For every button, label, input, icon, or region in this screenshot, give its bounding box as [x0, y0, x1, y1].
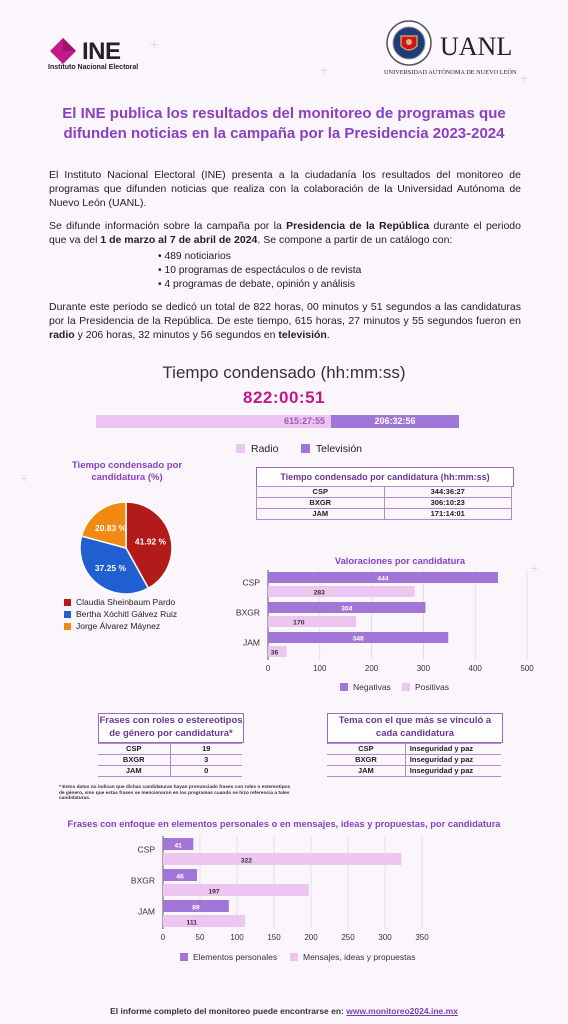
intro-paragraph: El Instituto Nacional Electoral (INE) presenta a la ciudadanía los resultados del monitoreo de programas que difunden noticias que realiza con la colaboración de la Universidad Autónoma de Nuevo León (UANL).	[49, 169, 521, 210]
list-item: • 10 programas de espectáculos o de revista	[158, 264, 361, 278]
report-link[interactable]: www.monitoreo2024.ine.mx	[346, 1006, 458, 1016]
table-row	[257, 487, 512, 498]
tv-legend-swatch	[301, 444, 310, 453]
bar-value-label: 444	[377, 575, 389, 583]
bar-value-label: 41	[174, 842, 182, 850]
x-tick-label: 150	[267, 933, 281, 942]
table-row	[327, 766, 501, 777]
pie-data-label: 41.92 %	[134, 536, 167, 547]
decorative-plus: +	[150, 36, 159, 52]
legend-swatch	[402, 683, 410, 691]
x-tick-label: 250	[341, 933, 355, 942]
bar-value-label: 36	[270, 649, 279, 657]
jam-swatch	[64, 623, 71, 630]
tv-legend-label: Televisión	[315, 442, 362, 455]
bar-value-label: 322	[240, 857, 253, 865]
period-text: durante el periodo que va del	[49, 220, 521, 247]
x-tick-label: 0	[160, 933, 166, 942]
footer-text: El informe completo del monitoreo puede encontrarse en:	[110, 1006, 347, 1016]
valuations-chart	[230, 552, 550, 697]
table-cell: 0	[170, 766, 242, 777]
ine-logo-text: INE	[82, 38, 121, 65]
list-item: • 4 programas de debate, opinión y análisis	[158, 278, 361, 292]
pie-legend-item	[64, 620, 177, 632]
period-bold-presidencia: Presidencia de la República	[286, 220, 430, 232]
table-row	[98, 766, 242, 777]
time-paragraph	[49, 300, 521, 343]
bxgr-swatch	[64, 611, 71, 618]
pie-legend-item	[64, 596, 177, 608]
catalog-list	[158, 250, 361, 291]
table-row	[98, 744, 242, 755]
page-title: El INE publica los resultados del monitoreo de programas que difunden noticias en la campaña por la Presidencia 2023-2024	[62, 105, 506, 142]
x-tick-label: 200	[304, 933, 318, 942]
table-cell: JAM	[327, 766, 405, 777]
category-label: CSP	[242, 577, 260, 588]
legend-swatch	[290, 953, 298, 961]
decorative-plus: +	[20, 470, 29, 486]
category-label: CSP	[137, 844, 155, 855]
table-cell: CSP	[98, 744, 170, 755]
bar-value-label: 304	[341, 605, 353, 613]
x-tick-label: 100	[230, 933, 244, 942]
period-text: . Se compone a partir de un catálogo con:	[257, 234, 453, 247]
decorative-plus: +	[530, 560, 539, 576]
gender-table	[98, 743, 242, 777]
bar	[268, 586, 415, 597]
pie-legend-label: Bertha Xóchitl Gálvez Ruiz	[76, 609, 178, 619]
condensed-title: Tiempo condensado (hh:mm:ss)	[162, 363, 406, 382]
gender-table-title: Frases con roles o estereotipos de género por candidatura*	[98, 713, 244, 743]
bar-value-label: 283	[313, 589, 325, 597]
bar-value-label: 197	[208, 888, 220, 896]
pie-legend-item	[64, 608, 177, 620]
pie-title: Tiempo condensado por candidatura (%)	[71, 460, 183, 483]
table-cell: JAM	[98, 766, 170, 777]
category-label: BXGR	[235, 607, 260, 618]
condensed-legend	[236, 440, 362, 458]
pie-chart	[78, 500, 174, 596]
time-bold-radio: radio	[49, 329, 75, 342]
tv-bar: 206:32:56	[331, 415, 459, 428]
uanl-subtitle: UNIVERSIDAD AUTÓNOMA DE NUEVO LEÓN	[384, 69, 517, 76]
table-cell: 3	[170, 755, 242, 766]
list-item: • 489 noticiarios	[158, 250, 361, 264]
table-cell: Inseguridad y paz	[405, 766, 501, 777]
bar-value-label: 46	[176, 873, 184, 881]
radio-legend-swatch	[236, 444, 245, 453]
uanl-logo-text: UANL	[440, 32, 513, 61]
topic-table-title: Tema con el que más se vinculó a cada candidatura	[327, 713, 503, 743]
time-text: .	[326, 329, 330, 342]
time-text: y 206 horas, 32 minutos y 56 segundos en	[74, 329, 279, 342]
table-cell: BXGR	[327, 755, 405, 766]
x-tick-label: 0	[265, 664, 271, 673]
table-cell: Inseguridad y paz	[405, 755, 501, 766]
csp-swatch	[64, 599, 71, 606]
decorative-plus: +	[320, 62, 329, 78]
bar	[268, 616, 356, 627]
x-tick-label: 300	[416, 664, 431, 673]
table-row	[257, 509, 512, 520]
period-bold-dates: 1 de marzo al 7 de abril de 2024	[100, 234, 258, 247]
phrases-chart	[60, 812, 530, 972]
chart-title: Frases con enfoque en elementos personales o en mensajes, ideas y propuestas, por candidatura	[67, 819, 501, 829]
bar-value-label: 348	[352, 635, 364, 643]
table-row	[327, 744, 501, 755]
table-cell: CSP	[327, 744, 405, 755]
table-cell: 19	[170, 744, 242, 755]
table-cell: BXGR	[257, 498, 385, 509]
table-row	[257, 498, 512, 509]
pie-legend-label: Claudia Sheinbaum Pardo	[76, 597, 176, 607]
pie-data-label: 37.25 %	[94, 562, 127, 573]
x-tick-label: 300	[378, 933, 392, 942]
period-text: Se difunde información sobre la campaña por la	[49, 220, 287, 232]
table-row	[98, 755, 242, 766]
legend-swatch	[340, 683, 348, 691]
table-cell: 344:36:27	[384, 487, 512, 498]
decorative-plus: +	[520, 70, 529, 86]
bar	[163, 853, 401, 865]
category-label: JAM	[138, 906, 155, 917]
bar-value-label: 89	[192, 904, 200, 912]
condensed-total: 822:00:51	[242, 388, 325, 407]
period-paragraph	[49, 219, 521, 247]
table-cell: Inseguridad y paz	[405, 744, 501, 755]
bar	[163, 884, 309, 896]
bar-value-label: 170	[293, 619, 305, 627]
x-tick-label: 500	[520, 664, 534, 673]
table-row	[327, 755, 501, 766]
ine-logo-icon	[48, 36, 78, 66]
time-table	[256, 486, 512, 520]
time-table-title: Tiempo condensado por candidatura (hh:mm:ss)	[256, 467, 514, 487]
pie-data-label: 20.83 %	[94, 522, 127, 533]
bar-value-label: 111	[186, 919, 198, 927]
time-bold-tv: televisión	[278, 329, 327, 342]
bar	[163, 915, 245, 927]
x-tick-label: 350	[415, 933, 429, 942]
ine-subtitle: Instituto Nacional Electoral	[48, 64, 139, 71]
uanl-seal-icon	[386, 20, 432, 66]
table-cell: CSP	[257, 487, 385, 498]
topic-table	[327, 743, 501, 777]
table-cell: 171:14:01	[384, 509, 512, 520]
legend-label: Elementos personales	[193, 952, 278, 962]
legend-label: Negativas	[353, 682, 391, 692]
legend-label: Positivas	[415, 682, 450, 692]
table-cell: 306:10:23	[384, 498, 512, 509]
pie-legend	[64, 596, 177, 632]
uanl-logo	[384, 16, 534, 78]
radio-bar: 615:27:55	[96, 415, 331, 428]
x-tick-label: 100	[313, 664, 327, 673]
category-label: BXGR	[130, 875, 155, 886]
time-text: Durante este periodo se dedicó un total de 822 horas, 00 minutos y 51 segundos a las candidaturas por la Presidencia de la República. De este tiempo, 615 horas, 27 minutos y 55 segundos fueron en	[49, 301, 521, 328]
table-cell: BXGR	[98, 755, 170, 766]
footer	[0, 1006, 568, 1016]
legend-label: Mensajes, ideas y propuestas	[303, 952, 416, 962]
chart-title: Valoraciones por candidatura	[334, 556, 466, 566]
footnote: * Estos datos no indican que dichas candidaturas hayan pronunciado frases con roles o estereotipos de género, sino que estas frases se mencionaron en los programas cuando se hizo referencia a tales candidaturas.	[59, 785, 291, 802]
legend-swatch	[180, 953, 188, 961]
x-tick-label: 400	[468, 664, 482, 673]
pie-legend-label: Jorge Álvarez Máynez	[76, 621, 161, 631]
radio-legend-label: Radio	[251, 442, 279, 455]
x-tick-label: 200	[364, 664, 379, 673]
table-cell: JAM	[257, 509, 385, 520]
x-tick-label: 50	[195, 933, 205, 942]
category-label: JAM	[243, 637, 260, 648]
